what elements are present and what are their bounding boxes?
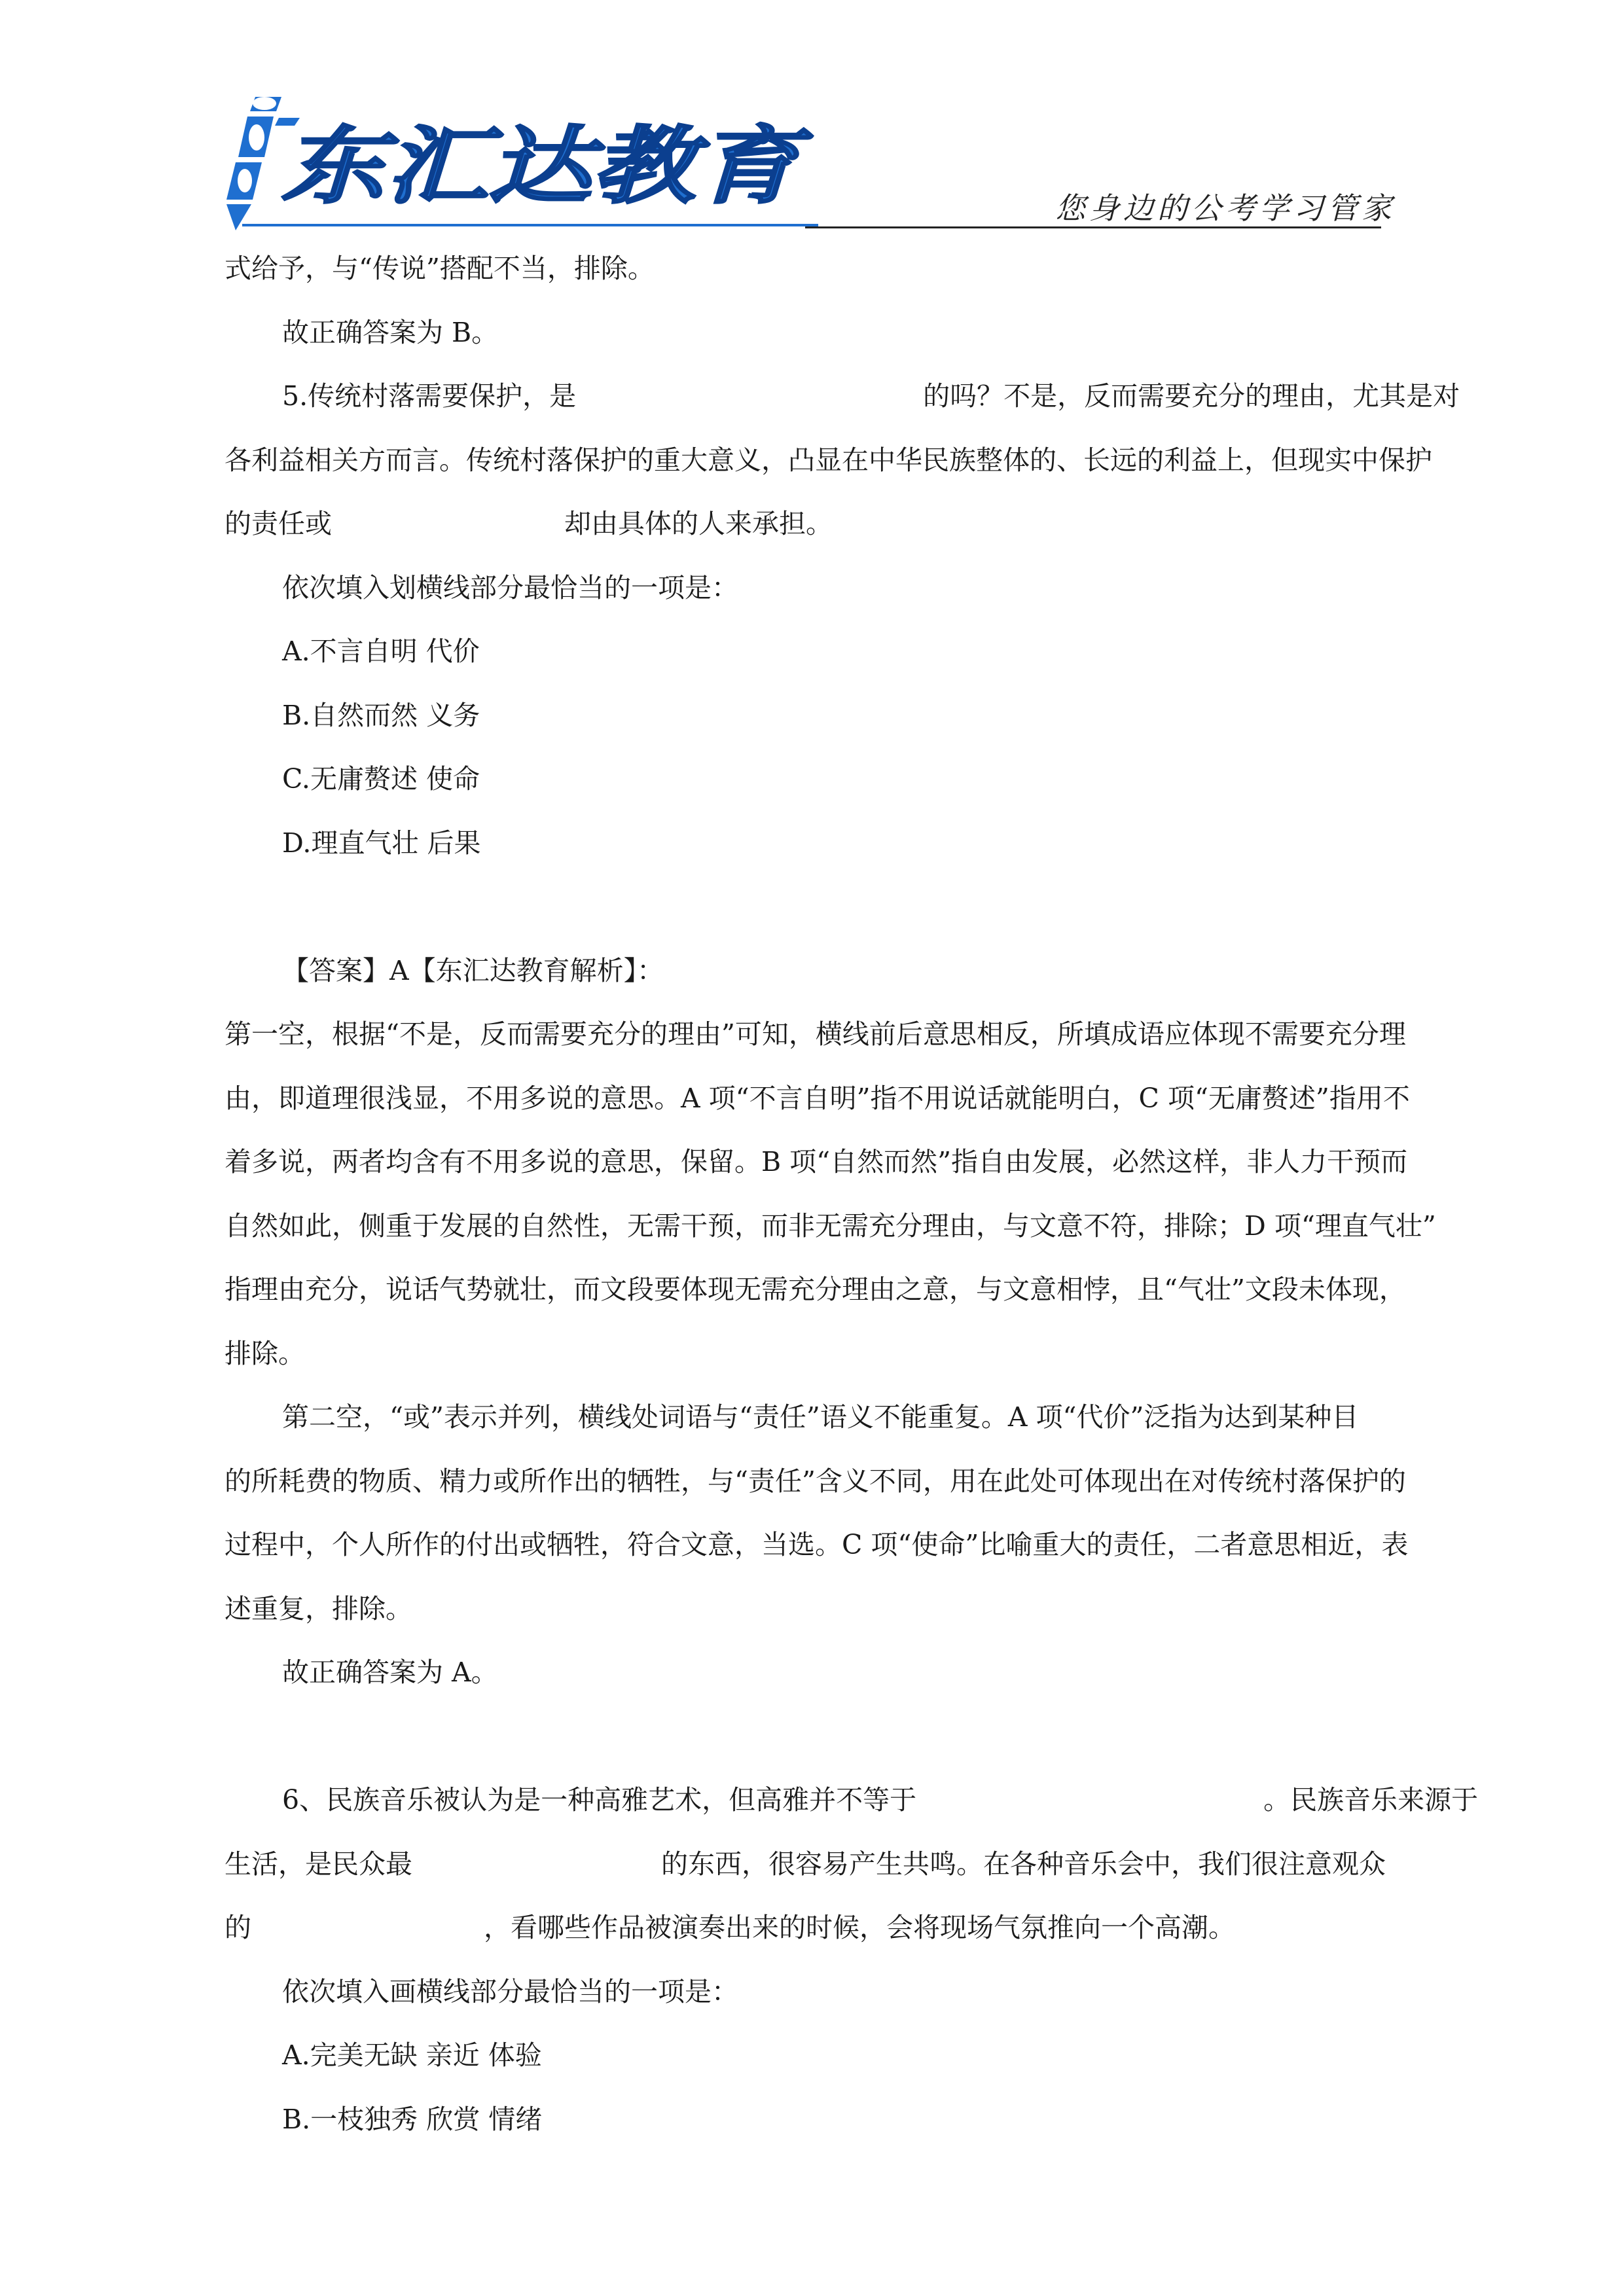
text-line xyxy=(225,492,1517,556)
option-b: B.自然而然 义务 xyxy=(282,699,480,731)
text-segment: 。民族音乐来源于 xyxy=(1263,1784,1479,1816)
text-segment: ，看哪些作品被演奏出来的时候，会将现场气氛推向一个高潮。 xyxy=(484,1912,1235,1943)
analysis-line: 指理由充分，说话气势就壮，而文段要体现无需充分理由之意，与文意相悖，且“气壮”文段未体现， xyxy=(225,1274,1406,1305)
answer-line: 故正确答案为 A。 xyxy=(282,1657,498,1688)
analysis-line: 的所耗费的物质、精力或所作出的牺牲，与“责任”含义不同，用在此处可体现出在对传统村落保护的 xyxy=(225,1465,1406,1497)
question-6-stem xyxy=(225,1768,1517,1833)
text-segment: 的吗？不是，反而需要充分的理由，尤其是对 xyxy=(923,380,1460,412)
option-d: D.理直气壮 后果 xyxy=(282,827,481,859)
option-a: A.完美无缺 亲近 体验 xyxy=(282,2039,542,2071)
text-segment: 的责任或 xyxy=(225,508,332,539)
document-body xyxy=(225,237,1517,2151)
answer-heading: 【答案】A【东汇达教育解析】： xyxy=(282,954,664,986)
analysis-line: 由，即道理很浅显，不用多说的意思。A 项“不言自明”指不用说话就能明白，C 项“无庸赘述”指用不 xyxy=(225,1082,1410,1114)
analysis-line: 第二空，“或”表示并列，横线处词语与“责任”语义不能重复。A 项“代价”泛指为达到某种目 xyxy=(282,1401,1359,1433)
spacer xyxy=(225,875,1517,939)
header-rule xyxy=(805,226,1381,228)
analysis-line: 述重复，排除。 xyxy=(225,1592,412,1624)
text-segment: 5.传统村落需要保护，是 xyxy=(282,380,577,412)
header-tagline: 您身边的公考学习管家 xyxy=(1055,190,1396,226)
text-segment: 却由具体的人来承担。 xyxy=(564,508,833,539)
text-line: 式给予，与“传说”搭配不当，排除。 xyxy=(225,253,655,284)
brand-logo xyxy=(216,85,818,236)
brand-wordmark: 东汇达教育 xyxy=(281,118,814,215)
option-c: C.无庸赘述 使命 xyxy=(282,763,480,795)
text-segment: 生活，是民众最 xyxy=(225,1848,412,1880)
question-instruction: 依次填入画横线部分最恰当的一项是： xyxy=(282,1975,738,2007)
text-line xyxy=(225,1833,1517,1897)
text-segment: 的 xyxy=(225,1912,251,1943)
analysis-line: 着多说，两者均含有不用多说的意思，保留。B 项“自然而然”指自由发展，必然这样，非人力干预而 xyxy=(225,1146,1408,1177)
analysis-line: 排除。 xyxy=(225,1337,305,1369)
text-segment: 的东西，很容易产生共鸣。在各种音乐会中，我们很注意观众 xyxy=(661,1848,1386,1880)
analysis-line: 过程中，个人所作的付出或牺牲，符合文意，当选。C 项“使命”比喻重大的责任，二者意思相近，表 xyxy=(225,1529,1409,1560)
answer-line: 故正确答案为 B。 xyxy=(282,316,499,348)
question-instruction: 依次填入划横线部分最恰当的一项是： xyxy=(282,571,738,603)
spacer xyxy=(225,1705,1517,1769)
question-5-stem xyxy=(225,365,1517,429)
option-b: B.一枝独秀 欣赏 情绪 xyxy=(282,2103,543,2135)
text-line: 各利益相关方而言。传统村落保护的重大意义，凸显在中华民族整体的、长远的利益上，但现实中保护 xyxy=(225,444,1432,476)
analysis-line: 第一空，根据“不是，反而需要充分的理由”可知，横线前后意思相反，所填成语应体现不需要充分理 xyxy=(225,1018,1406,1050)
option-a: A.不言自明 代价 xyxy=(282,636,480,667)
text-line xyxy=(225,1896,1517,1960)
analysis-line: 自然如此，侧重于发展的自然性，无需干预，而非无需充分理由，与文意不符，排除；D 项“理直气壮” xyxy=(225,1210,1436,1242)
text-segment: 6、民族音乐被认为是一种高雅艺术，但高雅并不等于 xyxy=(282,1784,917,1816)
